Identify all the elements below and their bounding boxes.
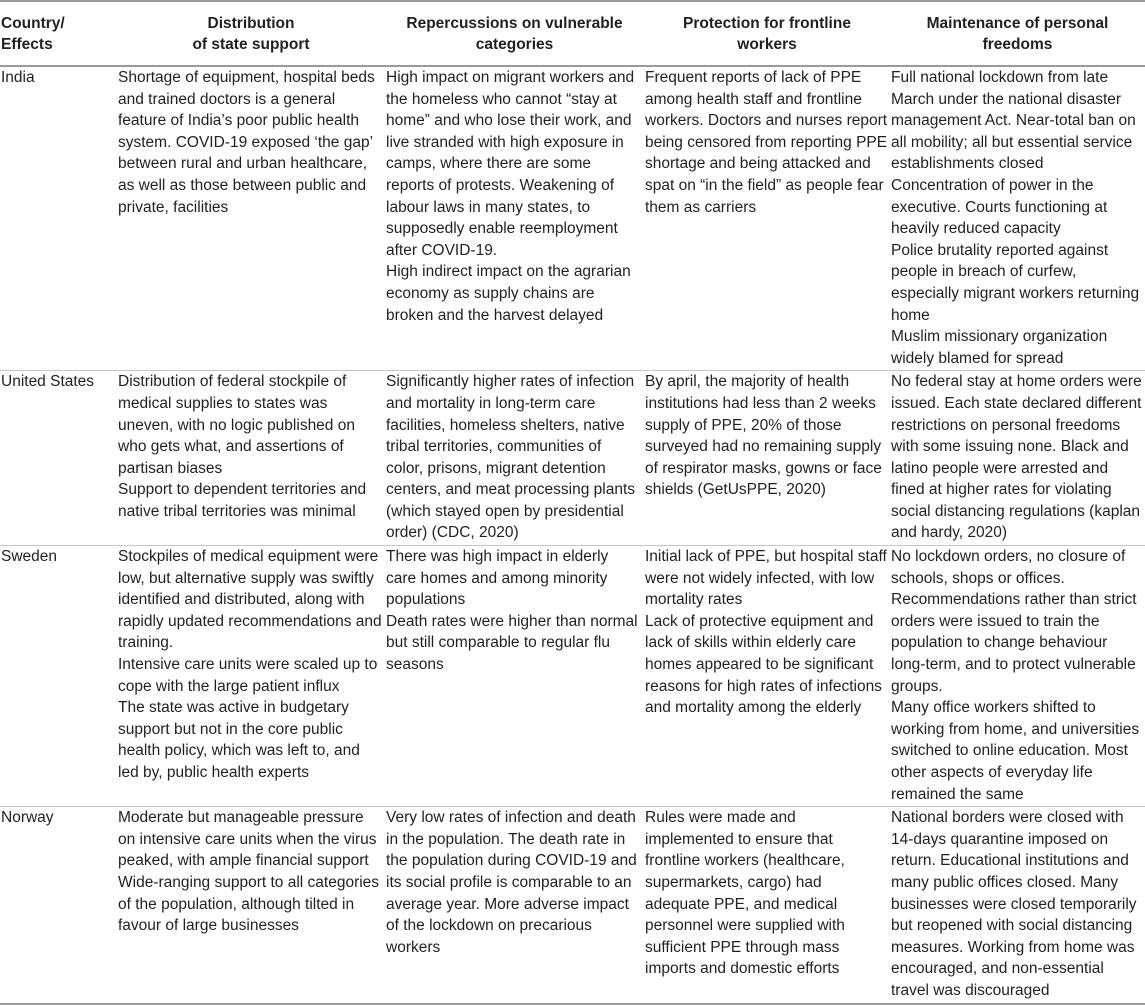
cell-paragraph: Lack of protective equipment and lack of skills within elderly care homes appeared to be significant reasons for high rates of infections and mortality among the elderly <box>645 612 882 717</box>
country-name: Sweden <box>1 548 58 566</box>
cell-paragraph: Police brutality reported against people in breach of curfew, especially migrant workers returning home <box>891 241 1140 324</box>
cell-paragraph: Rules were made and implemented to ensure that frontline workers (healthcare, supermarkets, cargo) had adequate PPE, and medical personnel were supplied with sufficient PPE through mass imports and domestic efforts <box>645 809 845 978</box>
table-row-india <box>0 66 1145 371</box>
repercussions-cell <box>385 807 644 1004</box>
cell-paragraph: Muslim missionary organization widely blamed for spread <box>891 328 1108 367</box>
distribution-cell <box>117 371 385 546</box>
cell-paragraph: Many office workers shifted to working from home, and universities switched to online education. Most other aspects of everyday life remained the same <box>891 699 1140 803</box>
country-cell <box>0 546 117 807</box>
cell-paragraph: Full national lockdown from late March under the national disaster management Act. Near-total ban on all mobility; all but essential service establishments closed <box>891 69 1136 173</box>
cell-paragraph: No lockdown orders, no closure of schools, shops or offices. <box>891 548 1126 587</box>
freedoms-cell <box>890 66 1145 371</box>
cell-paragraph: High indirect impact on the agrarian economy as supply chains are broken and the harvest delayed <box>386 263 631 324</box>
cell-paragraph: National borders were closed with 14-days quarantine imposed on return. Educational institutions and many public offices closed. Many businesses were closed temporarily but reopened with social distancing measures. Working from home was encouraged, and non-essential travel was discouraged <box>891 809 1137 999</box>
cell-paragraph: Moderate but manageable pressure on intensive care units when the virus peaked, with ample financial support <box>118 809 377 870</box>
cell-paragraph: Very low rates of infection and death in the population. The death rate in the population during COVID-19 and its social profile is comparable to an average year. More adverse impact of the lockdown on precarious workers <box>386 809 637 956</box>
cell-paragraph: Concentration of power in the executive. Courts functioning at heavily reduced capacity <box>891 176 1108 238</box>
cell-paragraph: Intensive care units were scaled up to cope with the large patient influx <box>118 656 378 695</box>
distribution-cell <box>117 807 385 1004</box>
cell-paragraph: High impact on migrant workers and the homeless who cannot “stay at home” and who lose their work, and live stranded with high exposure in camps, where there are some reports of protests. Weakening of labour laws in many states, to supposedly enable reemployment after COVID-19. <box>386 69 635 259</box>
country-cell <box>0 66 117 371</box>
cell-paragraph: Frequent reports of lack of PPE among health staff and frontline workers. Doctors and nurses report being censored from reporting PPE shortage and being attacked and spat on “in the field” as people fear them as carriers <box>645 69 888 216</box>
cell-paragraph: The state was active in budgetary support but not in the core public health policy, which was left to, and led by, public health experts <box>118 699 360 781</box>
column-header-freedoms <box>890 1 1145 66</box>
header-row <box>0 1 1145 66</box>
distribution-cell <box>117 546 385 807</box>
cell-paragraph: There was high impact in elderly care homes and among minority populations <box>386 548 609 609</box>
column-header-distribution <box>117 1 385 66</box>
repercussions-cell <box>385 371 644 546</box>
cell-paragraph: Recommendations rather than strict orders were issued to train the population to change behaviour long-term, and to protect vulnerable groups. <box>891 591 1137 695</box>
cell-paragraph: By april, the majority of health institutions had less than 2 weeks supply of PPE, 20% of those surveyed had no remaining supply of respirator masks, gowns or face shields (GetUsPPE, 2020) <box>645 373 882 499</box>
cell-paragraph: Death rates were higher than normal but still comparable to regular flu seasons <box>386 612 638 674</box>
protection-cell <box>644 371 890 546</box>
column-header-country <box>0 1 117 66</box>
country-name: India <box>1 69 35 86</box>
freedoms-cell <box>890 807 1145 1004</box>
header-text: Maintenance of personal freedoms <box>926 15 1109 53</box>
header-text: Repercussions on vulnerable categories <box>406 15 623 53</box>
cell-paragraph: Support to dependent territories and native tribal territories was minimal <box>118 481 367 520</box>
header-text: Protection for frontline workers <box>683 15 851 53</box>
table-row-norway <box>0 807 1145 1004</box>
protection-cell <box>644 546 890 807</box>
table-row-sweden <box>0 546 1145 807</box>
country-cell <box>0 371 117 546</box>
header-text: Country/ Effects <box>1 15 65 53</box>
distribution-cell <box>117 66 385 371</box>
country-cell <box>0 807 117 1004</box>
cell-paragraph: Distribution of federal stockpile of medical supplies to states was uneven, with no logic published on who gets what, and assertions of partisan biases <box>118 373 355 477</box>
freedoms-cell <box>890 546 1145 807</box>
cell-paragraph: Significantly higher rates of infection and mortality in long-term care facilities, homeless shelters, native tribal territories, communities of color, prisons, migrant detention centers, and meat processing plants (which stayed open by presidential order) (CDC, 2020) <box>386 373 635 542</box>
column-header-repercussions <box>385 1 644 66</box>
cell-paragraph: Shortage of equipment, hospital beds and trained doctors is a general feature of India’s poor public health system. COVID-19 exposed ‘the gap’ between rural and urban healthcare, as well as those between public and private, facilities <box>118 69 375 216</box>
freedoms-cell <box>890 371 1145 546</box>
repercussions-cell <box>385 66 644 371</box>
country-name: Norway <box>1 809 54 827</box>
cell-paragraph: No federal stay at home orders were issued. Each state declared different restrictions on personal freedoms with some issuing none. Black and latino people were arrested and fined at higher rates for violating social distancing regulations (kaplan and hardy, 2020) <box>891 373 1142 542</box>
cell-paragraph: Stockpiles of medical equipment were low, but alternative supply was swiftly identified and distributed, along with rapidly updated recommendations and training. <box>118 548 382 652</box>
cell-paragraph: Initial lack of PPE, but hospital staff were not widely infected, with low mortality rates <box>645 548 887 609</box>
repercussions-cell <box>385 546 644 807</box>
country-name: United States <box>1 373 95 391</box>
header-text: Distribution of state support <box>192 15 310 53</box>
protection-cell <box>644 66 890 371</box>
column-header-protection <box>644 1 890 66</box>
protection-cell <box>644 807 890 1004</box>
table-row-united-states <box>0 371 1145 546</box>
cell-paragraph: Wide-ranging support to all categories of the population, although tilted in favour of large businesses <box>118 873 380 935</box>
